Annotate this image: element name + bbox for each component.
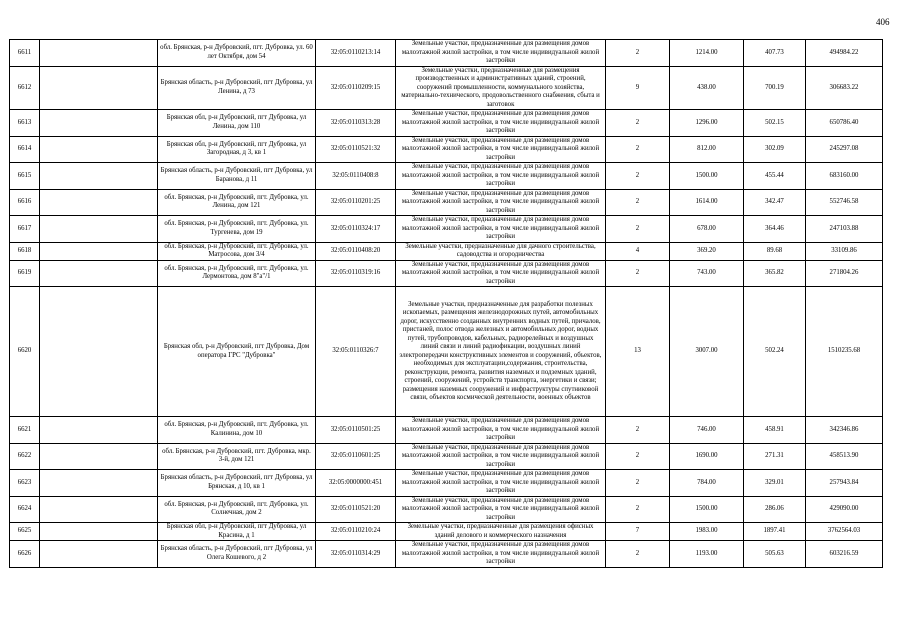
row-number: 6618 — [10, 242, 40, 260]
table-row — [10, 216, 883, 243]
row-spacer — [40, 417, 158, 444]
row-number: 6619 — [10, 260, 40, 287]
land-use-type: Земельные участки, предназначенные для размещения производственных и административных зданий, строений, сооружений промышленности, коммунального хозяйства, материально-технического, продовольственного снабжения, сбыта и заготовок — [396, 66, 606, 110]
row-spacer — [40, 287, 158, 417]
cadastral-value: 603216.59 — [806, 541, 883, 568]
row-spacer — [40, 110, 158, 137]
row-spacer — [40, 40, 158, 67]
specific-value: 502.24 — [744, 287, 806, 417]
area-value: 1983.00 — [670, 523, 744, 541]
row-spacer — [40, 163, 158, 190]
table-row — [10, 443, 883, 470]
specific-value: 1897.41 — [744, 523, 806, 541]
table-row — [10, 417, 883, 444]
address-cell: Брянская область, р-н Дубровский, пгт Дубровка, ул Олега Кошевого, д 2 — [158, 541, 316, 568]
area-value: 784.00 — [670, 470, 744, 497]
specific-value: 505.63 — [744, 541, 806, 568]
area-value: 1614.00 — [670, 189, 744, 216]
row-number: 6612 — [10, 66, 40, 110]
area-value: 743.00 — [670, 260, 744, 287]
use-group: 9 — [606, 66, 670, 110]
cadastral-number: 32:05:0110408:8 — [316, 163, 396, 190]
address-cell: обл. Брянская, р-н Дубровский, пгт. Дубровка, ул. 60 лет Октября, дом 54 — [158, 40, 316, 67]
row-number: 6626 — [10, 541, 40, 568]
table-row — [10, 470, 883, 497]
table-row — [10, 136, 883, 163]
address-cell: обл. Брянская, р-н Дубровский, пгт. Дубровка, ул. Калинина, дом 10 — [158, 417, 316, 444]
cadastral-value: 552746.58 — [806, 189, 883, 216]
row-number: 6616 — [10, 189, 40, 216]
land-use-type: Земельные участки, предназначенные для размещения домов малоэтажной жилой застройки, в том числе индивидуальной жилой застройки — [396, 189, 606, 216]
row-spacer — [40, 496, 158, 523]
land-use-type: Земельные участки, предназначенные для размещения домов малоэтажной жилой застройки, в том числе индивидуальной жилой застройки — [396, 496, 606, 523]
cadastral-number: 32:05:0110408:20 — [316, 242, 396, 260]
row-spacer — [40, 523, 158, 541]
land-use-type: Земельные участки, предназначенные для размещения домов малоэтажной жилой застройки, в том числе индивидуальной жилой застройки — [396, 443, 606, 470]
address-cell: обл. Брянская, р-н Дубровский, пгт. Дубровка, ул. Лермонтова, дом 8"а"/1 — [158, 260, 316, 287]
table-row — [10, 496, 883, 523]
land-use-type: Земельные участки, предназначенные для размещения офисных зданий делового и коммерческого назначения — [396, 523, 606, 541]
area-value: 812.00 — [670, 136, 744, 163]
row-spacer — [40, 443, 158, 470]
specific-value: 365.82 — [744, 260, 806, 287]
table-row — [10, 287, 883, 417]
specific-value: 329.01 — [744, 470, 806, 497]
address-cell: обл. Брянская, р-н Дубровский, пгт. Дубровка, ул. Матросова, дом 3/4 — [158, 242, 316, 260]
land-use-type: Земельные участки, предназначенные для разработки полезных ископаемых, размещения железнодорожных путей, автомобильных дорог, искусственно созданных внутренних водных путей, причалов, пристаней, полос отвода железных и автомобильных дорог, водных путей, трубопроводов, кабельных, радиорелейных и воздушных линий связи и линий радиофикации, воздушных линий электропередачи конструктивных элементов и сооружений, объектов, необходимых для эксплуатации,содержания, строительства, реконструкции, ремонта, развития наземных и подземных зданий, строений, сооружений, устройств транспорта, энергетики и связи; размещения наземных сооружений и инфраструктуры спутниковой связи, объектов космической деятельности, военных объектов — [396, 287, 606, 417]
row-number: 6624 — [10, 496, 40, 523]
table-row — [10, 163, 883, 190]
table-row — [10, 189, 883, 216]
cadastral-value: 458513.90 — [806, 443, 883, 470]
use-group: 7 — [606, 523, 670, 541]
cadastral-number: 32:05:0110521:20 — [316, 496, 396, 523]
use-group: 2 — [606, 260, 670, 287]
area-value: 746.00 — [670, 417, 744, 444]
table-row — [10, 242, 883, 260]
use-group: 2 — [606, 40, 670, 67]
cadastral-value: 257943.84 — [806, 470, 883, 497]
cadastral-value: 494984.22 — [806, 40, 883, 67]
address-cell: Брянская обл, р-н Дубровский, пгт Дубровка, ул Ленина, дом 110 — [158, 110, 316, 137]
table-row — [10, 40, 883, 67]
cadastral-number: 32:05:0000000:451 — [316, 470, 396, 497]
cadastral-number: 32:05:0110326:7 — [316, 287, 396, 417]
address-cell: обл. Брянская, р-н Дубровский, пгт. Дубровка, ул. Ленина, дом 121 — [158, 189, 316, 216]
row-spacer — [40, 470, 158, 497]
cadastral-number: 32:05:0110521:32 — [316, 136, 396, 163]
land-use-type: Земельные участки, предназначенные для дачного строительства, садоводства и огородничества — [396, 242, 606, 260]
table-row — [10, 260, 883, 287]
use-group: 2 — [606, 496, 670, 523]
cadastral-number: 32:05:0110601:25 — [316, 443, 396, 470]
row-number: 6622 — [10, 443, 40, 470]
row-spacer — [40, 242, 158, 260]
cadastral-number: 32:05:0110313:28 — [316, 110, 396, 137]
area-value: 438.00 — [670, 66, 744, 110]
row-spacer — [40, 216, 158, 243]
cadastral-value: 1510235.68 — [806, 287, 883, 417]
land-use-type: Земельные участки, предназначенные для размещения домов малоэтажной жилой застройки, в том числе индивидуальной жилой застройки — [396, 541, 606, 568]
area-value: 678.00 — [670, 216, 744, 243]
row-number: 6625 — [10, 523, 40, 541]
specific-value: 302.09 — [744, 136, 806, 163]
cadastral-value: 247103.88 — [806, 216, 883, 243]
area-value: 1500.00 — [670, 163, 744, 190]
row-number: 6623 — [10, 470, 40, 497]
cadastral-value: 3762564.03 — [806, 523, 883, 541]
land-use-type: Земельные участки, предназначенные для размещения домов малоэтажной жилой застройки, в том числе индивидуальной жилой застройки — [396, 40, 606, 67]
land-use-type: Земельные участки, предназначенные для размещения домов малоэтажной жилой застройки, в том числе индивидуальной жилой застройки — [396, 216, 606, 243]
cadastral-number: 32:05:0110213:14 — [316, 40, 396, 67]
use-group: 2 — [606, 110, 670, 137]
area-value: 369.20 — [670, 242, 744, 260]
table-row — [10, 541, 883, 568]
cadastral-number: 32:05:0110210:24 — [316, 523, 396, 541]
row-number: 6621 — [10, 417, 40, 444]
area-value: 1214.00 — [670, 40, 744, 67]
page-number: 406 — [876, 17, 890, 27]
use-group: 2 — [606, 443, 670, 470]
row-number: 6611 — [10, 40, 40, 67]
row-number: 6614 — [10, 136, 40, 163]
table-row — [10, 523, 883, 541]
table-row — [10, 110, 883, 137]
address-cell: Брянская обл, р-н Дубровский, пгт Дубровка, ул Красина, д 1 — [158, 523, 316, 541]
cadastral-number: 32:05:0110314:29 — [316, 541, 396, 568]
row-spacer — [40, 260, 158, 287]
land-use-type: Земельные участки, предназначенные для размещения домов малоэтажной жилой застройки, в том числе индивидуальной жилой застройки — [396, 260, 606, 287]
table-body — [10, 40, 883, 568]
use-group: 4 — [606, 242, 670, 260]
specific-value: 286.06 — [744, 496, 806, 523]
address-cell: обл. Брянская, р-н Дубровский, пгт. Дубровка, ул. Солнечная, дом 2 — [158, 496, 316, 523]
cadastral-number: 32:05:0110324:17 — [316, 216, 396, 243]
row-spacer — [40, 136, 158, 163]
specific-value: 407.73 — [744, 40, 806, 67]
cadastral-value: 271804.26 — [806, 260, 883, 287]
address-cell: обл. Брянская, р-н Дубровский, пгт. Дубровка, мкр. 3-й, дом 121 — [158, 443, 316, 470]
row-spacer — [40, 189, 158, 216]
specific-value: 455.44 — [744, 163, 806, 190]
cadastral-number: 32:05:0110201:25 — [316, 189, 396, 216]
address-cell: Брянская обл, р-н Дубровский, пгт Дубровка, ул Загородная, д 3, кв 1 — [158, 136, 316, 163]
address-cell: Брянская область, р-н Дубровский, пгт Дубровка, ул Баранова, д 11 — [158, 163, 316, 190]
cadastral-number: 32:05:0110319:16 — [316, 260, 396, 287]
area-value: 3007.00 — [670, 287, 744, 417]
cadastral-value: 33109.86 — [806, 242, 883, 260]
specific-value: 700.19 — [744, 66, 806, 110]
area-value: 1193.00 — [670, 541, 744, 568]
row-number: 6617 — [10, 216, 40, 243]
area-value: 1296.00 — [670, 110, 744, 137]
use-group: 13 — [606, 287, 670, 417]
row-number: 6615 — [10, 163, 40, 190]
use-group: 2 — [606, 189, 670, 216]
row-number: 6613 — [10, 110, 40, 137]
land-use-type: Земельные участки, предназначенные для размещения домов малоэтажной жилой застройки, в том числе индивидуальной жилой застройки — [396, 136, 606, 163]
cadastral-number: 32:05:0110209:15 — [316, 66, 396, 110]
row-number: 6620 — [10, 287, 40, 417]
specific-value: 271.31 — [744, 443, 806, 470]
specific-value: 342.47 — [744, 189, 806, 216]
land-use-type: Земельные участки, предназначенные для размещения домов малоэтажной жилой застройки, в том числе индивидуальной жилой застройки — [396, 110, 606, 137]
cadastral-value: 306683.22 — [806, 66, 883, 110]
cadastral-value: 429090.00 — [806, 496, 883, 523]
specific-value: 364.46 — [744, 216, 806, 243]
use-group: 2 — [606, 216, 670, 243]
use-group: 2 — [606, 541, 670, 568]
specific-value: 89.68 — [744, 242, 806, 260]
cadastral-value-table — [9, 39, 883, 568]
address-cell: Брянская обл, р-н Дубровский, пгт Дубровка, Дом оператора ГРС "Дубровка" — [158, 287, 316, 417]
land-use-type: Земельные участки, предназначенные для размещения домов малоэтажной жилой застройки, в том числе индивидуальной жилой застройки — [396, 417, 606, 444]
specific-value: 458.91 — [744, 417, 806, 444]
table-row — [10, 66, 883, 110]
cadastral-value: 245297.08 — [806, 136, 883, 163]
use-group: 2 — [606, 470, 670, 497]
area-value: 1500.00 — [670, 496, 744, 523]
land-use-type: Земельные участки, предназначенные для размещения домов малоэтажной жилой застройки, в том числе индивидуальной жилой застройки — [396, 470, 606, 497]
address-cell: обл. Брянская, р-н Дубровский, пгт. Дубровка, ул. Тургенева, дом 19 — [158, 216, 316, 243]
row-spacer — [40, 541, 158, 568]
area-value: 1690.00 — [670, 443, 744, 470]
use-group: 2 — [606, 136, 670, 163]
cadastral-number: 32:05:0110501:25 — [316, 417, 396, 444]
use-group: 2 — [606, 417, 670, 444]
specific-value: 502.15 — [744, 110, 806, 137]
cadastral-value: 683160.00 — [806, 163, 883, 190]
cadastral-value: 650786.40 — [806, 110, 883, 137]
cadastral-value: 342346.86 — [806, 417, 883, 444]
row-spacer — [40, 66, 158, 110]
address-cell: Брянская область, р-н Дубровский, пгт Дубровка, ул Брянская, д 10, кв 1 — [158, 470, 316, 497]
address-cell: Брянская область, р-н Дубровский, пгт Дубровка, ул Ленина, д 73 — [158, 66, 316, 110]
use-group: 2 — [606, 163, 670, 190]
land-use-type: Земельные участки, предназначенные для размещения домов малоэтажной жилой застройки, в том числе индивидуальной жилой застройки — [396, 163, 606, 190]
